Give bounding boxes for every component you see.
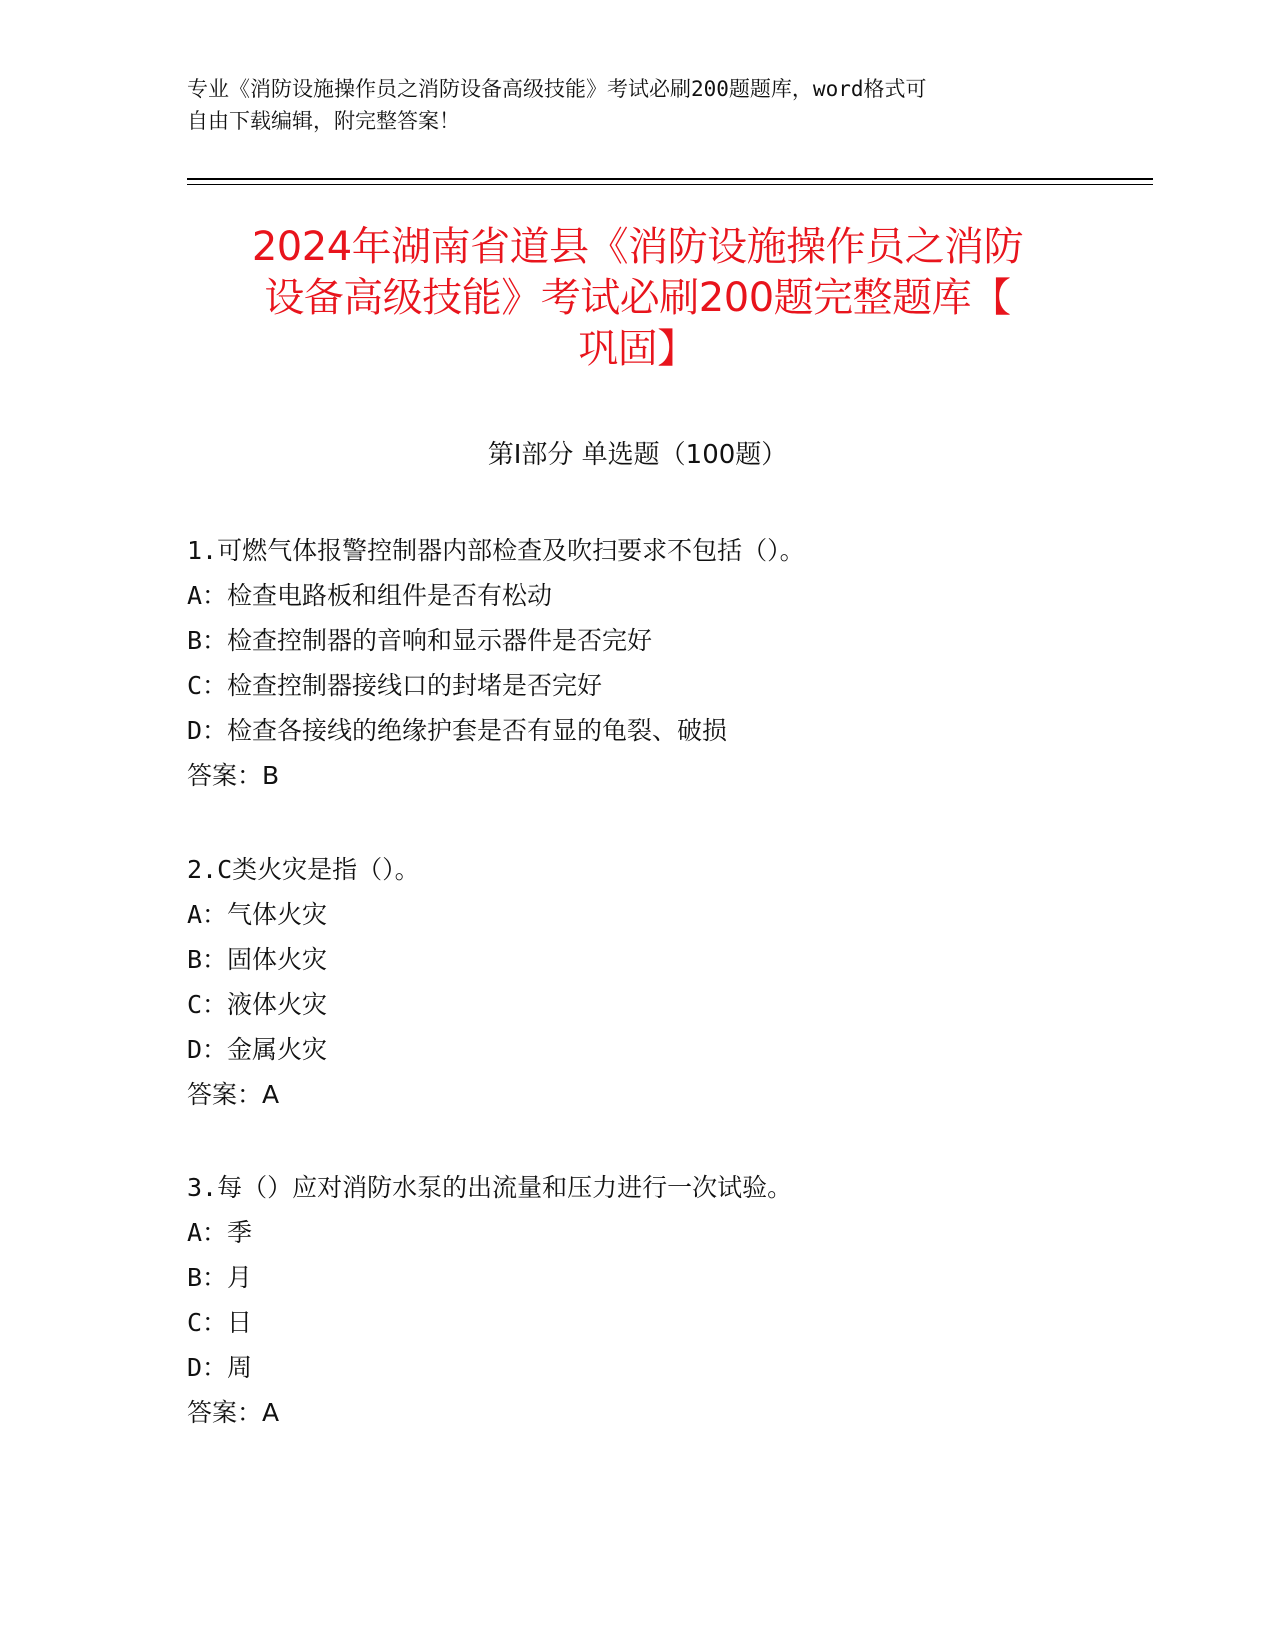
option-c: C：检查控制器接线口的封堵是否完好: [187, 671, 603, 700]
option-d: D：检查各接线的绝缘护套是否有显的龟裂、破损: [187, 716, 728, 745]
document-title: [160, 222, 1115, 375]
option-a: A：检查电路板和组件是否有松动: [187, 581, 553, 610]
header-note-line-1: 专业《消防设施操作员之消防设备高级技能》考试必刷200题题库，word格式可: [187, 77, 927, 101]
header-rule-thin: [187, 184, 1153, 185]
header-note-line-2: 自由下载编辑，附完整答案！: [187, 109, 460, 133]
question-stem: 2.C类火灾是指（）。: [187, 855, 420, 884]
header-rule-thick: [187, 178, 1153, 180]
option-d: D：金属火灾: [187, 1035, 328, 1064]
document-title-line-3: 巩固】: [578, 326, 697, 372]
question-3: [187, 1165, 1137, 1435]
option-a: A：季: [187, 1218, 253, 1247]
answer: 答案：B: [187, 761, 280, 790]
answer: 答案：A: [187, 1080, 280, 1109]
option-b: B：检查控制器的音响和显示器件是否完好: [187, 626, 653, 655]
question-2: [187, 847, 1137, 1117]
document-title-line-1: 2024年湖南省道县《消防设施操作员之消防: [251, 224, 1024, 270]
document-title-line-2: 设备高级技能》考试必刷200题完整题库【: [264, 275, 1011, 321]
answer: 答案：A: [187, 1398, 280, 1427]
option-a: A：气体火灾: [187, 900, 328, 929]
question-1: [187, 528, 1137, 798]
question-stem: 1.可燃气体报警控制器内部检查及吹扫要求不包括（）。: [187, 536, 805, 565]
option-b: B：固体火灾: [187, 945, 328, 974]
option-c: C：液体火灾: [187, 990, 328, 1019]
question-stem: 3.每（）应对消防水泵的出流量和压力进行一次试验。: [187, 1173, 793, 1202]
option-c: C：日: [187, 1308, 253, 1337]
section-heading: 第Ⅰ部分 单选题（100题）: [487, 440, 788, 470]
header-note: [187, 73, 1087, 137]
option-d: D：周: [187, 1353, 253, 1382]
option-b: B：月: [187, 1263, 253, 1292]
